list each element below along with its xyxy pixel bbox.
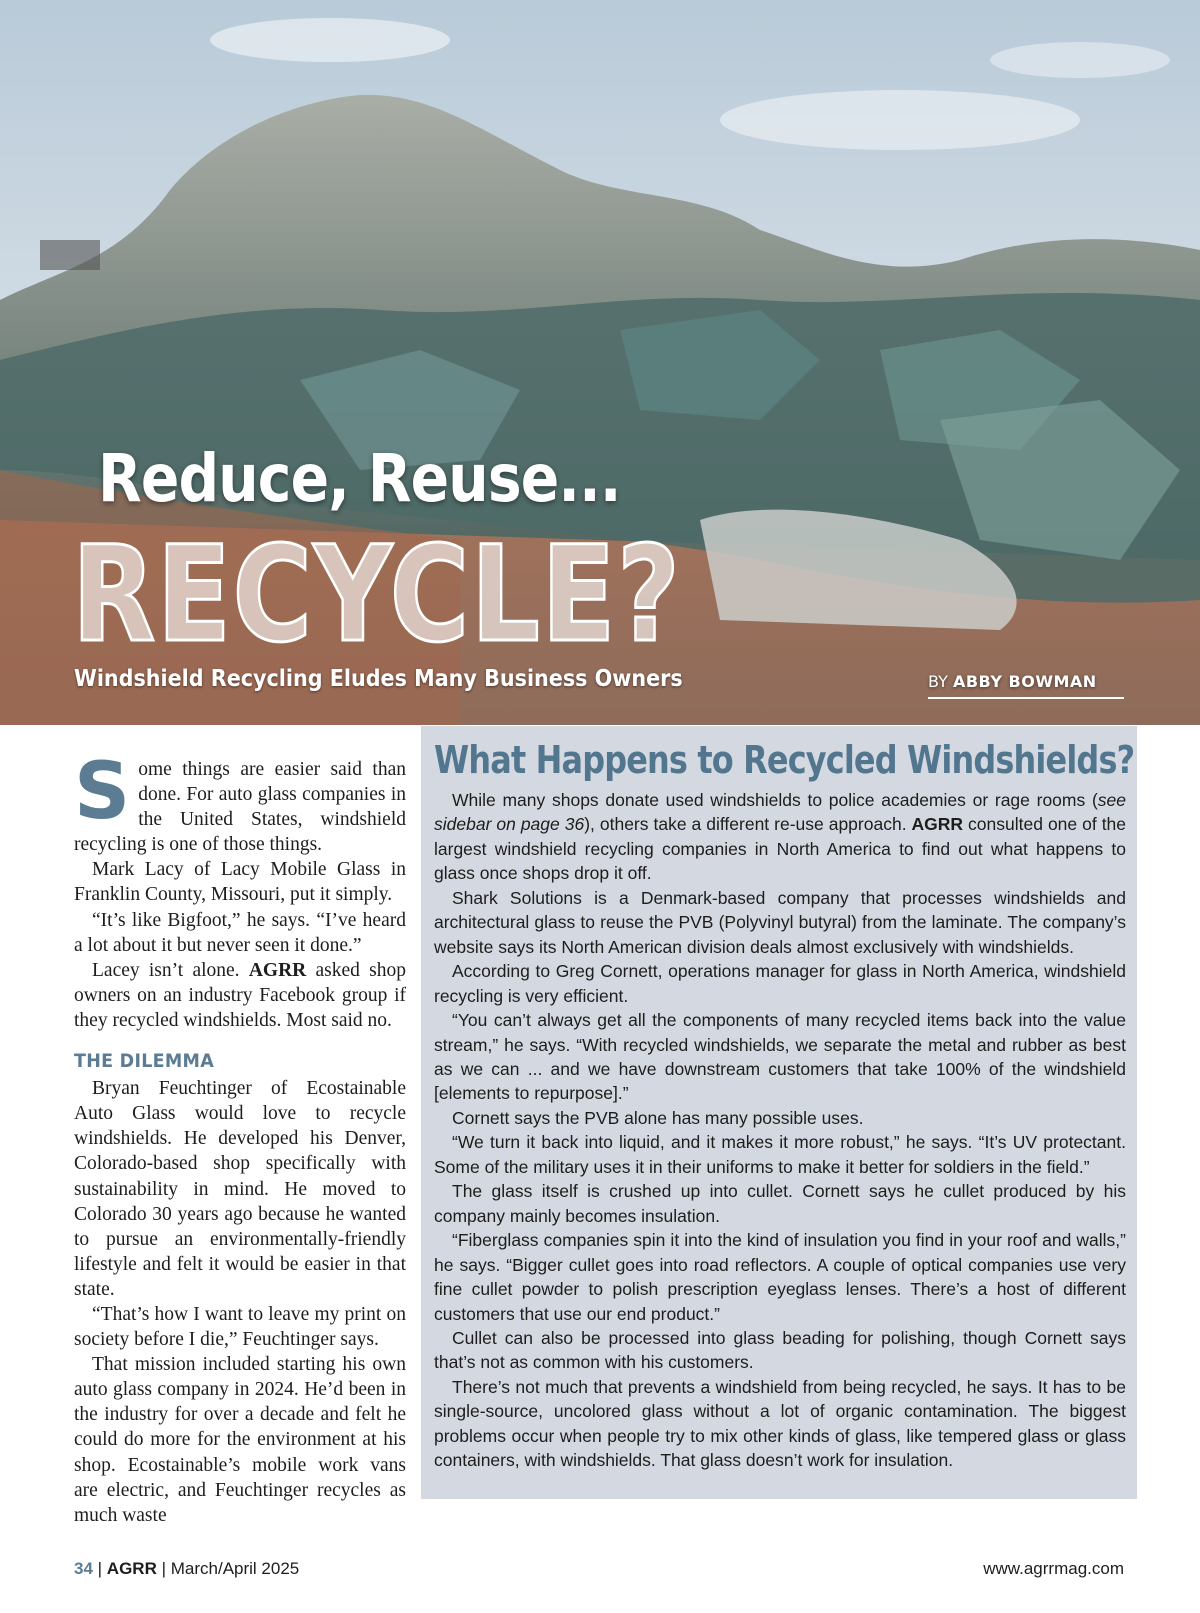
- main-article-column: [74, 747, 406, 1528]
- paragraph-text: While many shops donate used windshields to police academies or rage rooms (: [452, 790, 1098, 810]
- article-paragraph: That mission included starting his own auto glass company in 2024. He’d been in the industry for over a decade and felt he could do more for the environment at his shop. Ecostainable’s mobile work vans are electric, and Feuchtinger recycles as much waste: [74, 1354, 406, 1526]
- sidebar-reference: see sidebar on page 36: [434, 790, 1126, 835]
- sidebar-paragraph: According to Greg Cornett, operations manager for glass in North America, windshield recycling is very efficient.: [434, 961, 1126, 1006]
- hero-photo: [0, 0, 1200, 725]
- byline: [928, 672, 1124, 699]
- issue-date: March/April 2025: [170, 1559, 300, 1578]
- sidebar-box: [421, 726, 1137, 1499]
- sidebar-paragraph: “Fiberglass companies spin it into the kind of insulation you find in your roof and walls,” he says. “Bigger cullet goes into road reflectors. A couple of optical companies use very fine cullet powder to polish prescription eyeglass lenses. There’s a host of different customers that use our end product.”: [434, 1230, 1126, 1324]
- sidebar-paragraph: [434, 788, 1126, 886]
- byline-author: ABBY BOWMAN: [952, 672, 1097, 691]
- website-url: www.agrrmag.com: [983, 1559, 1124, 1578]
- article-paragraph: Mark Lacy of Lacy Mobile Glass in Franklin County, Missouri, put it simply.: [74, 859, 406, 906]
- article-paragraph: “That’s how I want to leave my print on society before I die,” Feuchtinger says.: [74, 1303, 406, 1351]
- hero-title-line1: Reduce, Reuse...: [98, 440, 621, 517]
- paragraph-text: consulted one of the largest windshield recycling companies in North America to find out what happens to glass once shops drop it off.: [434, 814, 1127, 884]
- sidebar-paragraph: Shark Solutions is a Denmark-based company that processes windshields and architectural glass to reuse the PVB (Polyvinyl butyral) from the laminate. The company’s website says its North American division deals almost exclusively with windshields.: [434, 887, 1126, 957]
- paragraph-text: Lacey isn’t alone.: [92, 959, 249, 981]
- magazine-name: AGRR: [248, 959, 307, 981]
- sidebar-paragraph: “You can’t always get all the components of many recycled items back into the value stream,” he says. “With recycled windshields, we separate the metal and rubber as best as we can ... and we have downstream customers that take 100% of the windshield [elements to repurpose].”: [434, 1010, 1126, 1104]
- page-number: 34: [74, 1559, 93, 1578]
- article-paragraph: [74, 958, 406, 1033]
- magazine-name: AGRR: [911, 814, 964, 835]
- byline-prefix: BY: [928, 672, 948, 691]
- page-footer: [74, 1559, 1124, 1585]
- sidebar-paragraph: Cullet can also be processed into glass beading for polishing, though Cornett says that’s not as common with his customers.: [434, 1327, 1126, 1373]
- article-paragraph: Bryan Feuchtinger of Ecostainable Auto Glass would love to recycle windshields. He developed his Denver, Colorado-based shop specifically with sustainability in mind. He moved to Colorado 30 years ago because he wanted to pursue an environmentally-friendly lifestyle and felt it would be easier in that state.: [74, 1078, 406, 1300]
- sidebar-paragraph: There’s not much that prevents a windshield from being recycled, he says. It has to be single-source, uncolored glass without a lot of organic contamination. The biggest problems occur when people try to mix other kinds of glass, like tempered glass or glass containers, with windshields. That glass doesn’t work for insulation.: [434, 1376, 1126, 1471]
- article-paragraph: [74, 747, 406, 857]
- magazine-name: AGRR: [106, 1559, 157, 1578]
- sidebar-paragraph: The glass itself is crushed up into cullet. Cornett says he cullet produced by his company mainly becomes insulation.: [434, 1181, 1126, 1226]
- drop-cap: S: [74, 747, 131, 837]
- section-heading: THE DILEMMA: [74, 1050, 215, 1073]
- sidebar-paragraph: Cornett says the PVB alone has many possible uses.: [452, 1107, 864, 1128]
- paragraph-text: ), others take a different re-use approach.: [584, 814, 912, 835]
- sidebar-paragraph: “We turn it back into liquid, and it makes it more robust,” he says. “It’s UV protectant. Some of the military uses it in their uniforms to make it better for soldiers in the field.”: [434, 1132, 1126, 1177]
- paragraph-text: asked shop owners on an industry Facebook group if they recycled windshields. Most said no.: [74, 959, 406, 1031]
- article-paragraph: “It’s like Bigfoot,” he says. “I’ve heard a lot about it but never seen it done.”: [74, 909, 406, 956]
- footer-folio: 34 | AGRR | March/April 2025: [74, 1559, 300, 1578]
- hero-title-line2: RECYCLE?: [72, 518, 682, 672]
- sidebar-heading: What Happens to Recycled Windshields?: [434, 738, 1135, 782]
- hero-subtitle: Windshield Recycling Eludes Many Business Owners: [74, 666, 683, 692]
- paragraph-text: ome things are easier said than done. For auto glass companies in the United States, windshield recycling is one of those things.: [74, 759, 406, 856]
